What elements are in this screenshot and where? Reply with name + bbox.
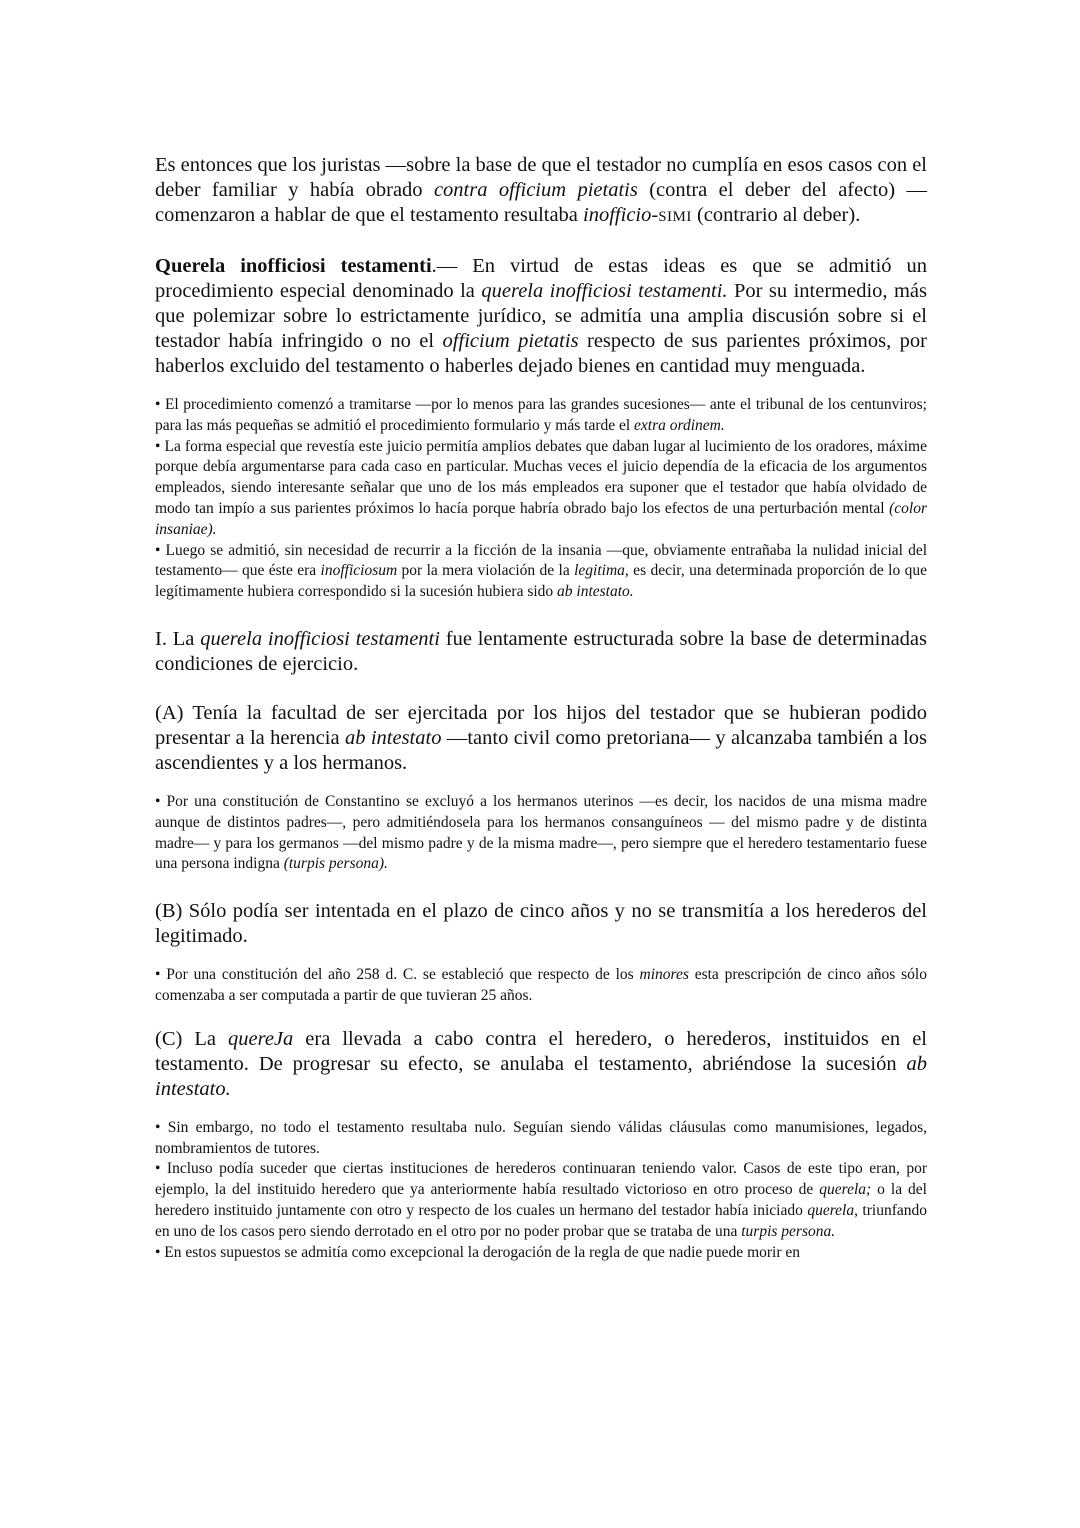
note-procedure: [155, 395, 927, 437]
note-constantino-italic: (turpis persona).: [283, 855, 388, 873]
condition-a-text-1: (A) Tenía la facultad de ser ejercitada por los hijos del testador que se hubieran podido presentar a la herencia: [155, 701, 927, 749]
intro-paragraph: [155, 153, 927, 230]
note-institutions-italic-3: turpis persona.: [741, 1222, 836, 1240]
note-procedure-text: • El procedimiento comenzó a tramitarse —por lo menos para las grandes sucesiones— ante el tribunal de los centunviros; para las más pequeñas se admitió el procedimiento formulario y más tarde el: [155, 396, 927, 434]
condition-c-paragraph: [155, 1027, 927, 1102]
note-special-form-italic: (color insaniae).: [155, 499, 927, 538]
section-1-paragraph: [155, 627, 927, 677]
section-1-text-1: I. La: [155, 627, 201, 650]
querela-text-3: respecto de sus parientes próximos, por haberlos excluido del testamento o haberles dejado bienes en cantidad muy menguada.: [155, 330, 927, 377]
note-insania-text-1: • Luego se admitió, sin necesidad de recurrir a la ficción de la insania —que, obviamente entrañaba la nulidad inicial del testamento— que éste era: [155, 541, 927, 580]
condition-a-italic: ab intestato: [344, 726, 442, 749]
note-insania-text-2: por la mera violación de la: [397, 562, 575, 580]
querela-paragraph: [155, 254, 927, 379]
intro-italic-1: contra officium pietatis: [433, 179, 638, 201]
note-insania-italic-3: ab intestato.: [557, 583, 634, 601]
note-institutions-text-3: triunfando en uno de los casos pero siendo derrotado en el otro por no poder probar que se trataba de una: [155, 1201, 927, 1240]
intro-text-3: (contrario al deber).: [691, 204, 861, 226]
document-page: [155, 153, 927, 1263]
condition-c-italic-1: quereJa: [228, 1027, 294, 1050]
querela-italic-1: querela inofficiosi testamenti.: [481, 280, 728, 302]
note-minores-text-2: esta prescripción de cinco años sólo comenzaba a ser computada a partir de que tuvieran 25 años.: [155, 966, 927, 1004]
note-insania: [155, 541, 927, 603]
note-exception: • En estos supuestos se admitía como excepcional la derogación de la regla de que nadie puede morir en: [155, 1243, 801, 1261]
querela-italic-2: officium pietatis: [442, 330, 579, 352]
section-1-text-2: fue lentamente estructurada sobre la base de determinadas condiciones de ejercicio.: [155, 627, 928, 675]
querela-text-2: Por su intermedio, más que polemizar sobre lo estrictamente jurídico, se admitía una amplia discusión sobre si el testador había infringido o no el: [155, 280, 927, 352]
note-constantino: [155, 792, 927, 875]
note-institutions: [155, 1159, 927, 1242]
note-procedure-italic: extra ordinem.: [634, 416, 725, 434]
condition-a-text-2: —tanto civil como pretoriana— y alcanzaba también a los ascendientes y a los hermanos.: [155, 726, 928, 774]
note-institutions-text-2: o la del heredero instituido juntamente con otro y respecto de los cuales un hermano del testador había iniciado: [155, 1181, 927, 1219]
condition-a-paragraph: [155, 701, 927, 776]
note-minores-italic: minores: [639, 966, 689, 984]
note-special-form: [155, 437, 927, 541]
note-insania-italic-1: inofficiosum: [320, 562, 398, 580]
querela-heading: Querela inofficiosi testamenti: [155, 255, 432, 277]
intro-italic-2: inofficio-: [583, 204, 659, 226]
note-minores: [155, 965, 927, 1007]
condition-c-italic-2: ab intestato.: [155, 1052, 927, 1100]
condition-c-text-1: (C) La: [155, 1027, 228, 1050]
condition-b-paragraph: (B) Sólo podía ser intentada en el plazo de cinco años y no se transmitía a los herederos del legitimado.: [155, 900, 927, 948]
note-special-form-text: • La forma especial que revestía este juicio permitía amplios debates que daban lugar al lucimiento de los oradores, máxime porque debía argumentarse para cada caso en particular. Muchas veces el juicio dependía de la eficacia de los argumentos empleados, siendo interesante señalar que uno de los más empleados era suponer que el testador que había olvidado de modo tan impío a sus parientes próximos lo hacía porque habría obrado bajo los efectos de una perturbación mental: [155, 437, 927, 517]
intro-text-2: (contra el deber del afecto) — comenzaron a hablar de que el testamento resultaba: [155, 179, 927, 226]
note-insania-italic-2: legitima,: [574, 562, 629, 580]
condition-c-text-2: era llevada a cabo contra el heredero, o herederos, instituidos en el testamento. De progresar su efecto, se anulaba el testamento, abriéndose la sucesión: [155, 1027, 927, 1075]
note-institutions-italic-1: querela;: [819, 1181, 872, 1199]
intro-smallcaps: SIMI: [658, 209, 692, 225]
section-1-italic: querela inofficiosi testamenti: [200, 627, 440, 650]
note-institutions-italic-2: querela,: [807, 1201, 858, 1219]
note-institutions-text-1: • Incluso podía suceder que ciertas instituciones de herederos continuaran teniendo valor. Casos de este tipo eran, por ejemplo, la del instituido heredero que ya anteriormente había resultado victorioso en otro proceso de: [155, 1160, 927, 1199]
querela-text-1: .— En virtud de estas ideas es que se admitió un procedimiento especial denominado la: [155, 255, 927, 302]
note-partial-nullity: • Sin embargo, no todo el testamento resultaba nulo. Seguían siendo válidas cláusulas como manumisiones, legados, nombramientos de tutores.: [155, 1118, 927, 1157]
note-minores-text-1: • Por una constitución del año 258 d. C. se estableció que respecto de los: [155, 966, 640, 984]
note-insania-text-3: es decir, una determinada proporción de lo que legítimamente hubiera correspondido si la sucesión hubiera sido: [155, 562, 927, 601]
note-constantino-text: • Por una constitución de Constantino se excluyó a los hermanos uterinos —es decir, los nacidos de una misma madre aunque de distintos padres—, pero admitiéndosela para los hermanos consanguíneos — del mismo padre y de distinta madre— y para los germanos —del mismo padre y de la misma madre—, pero siempre que el heredero testamentario fuese una persona indigna: [155, 792, 927, 873]
intro-text-1: Es entonces que los juristas —sobre la base de que el testador no cumplía en esos casos con el deber familiar y había obrado: [155, 154, 927, 201]
